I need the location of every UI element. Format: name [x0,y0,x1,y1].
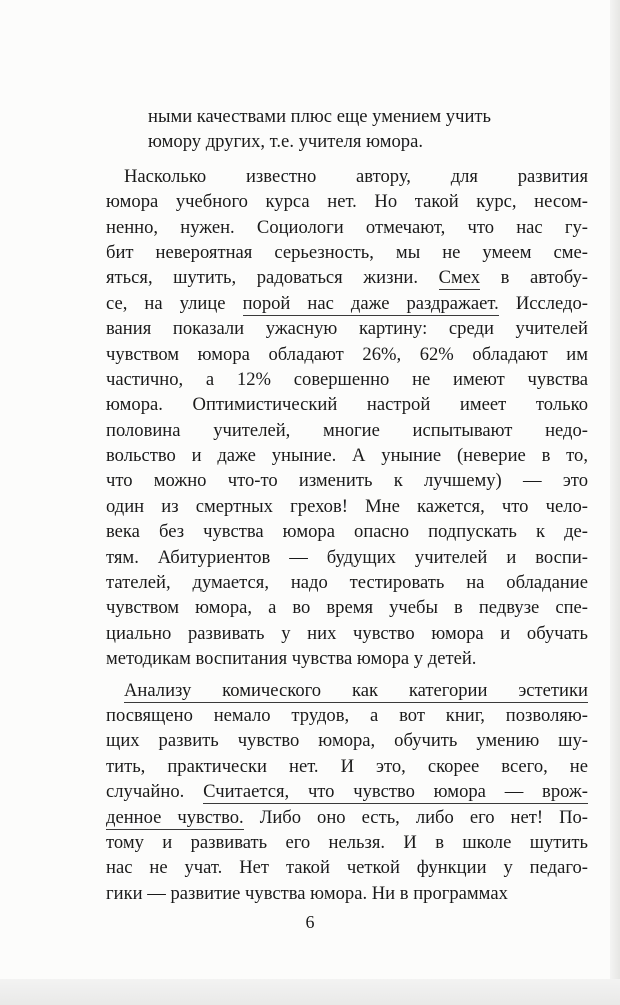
text-span: юмора. Оптимистический настрой имеет только [106,394,588,416]
paragraph-1 [106,164,588,672]
text-span: чувством юмора обладают 26%, 62% обладают им [106,343,588,365]
text-span: тить, практически нет. И это, скорее всего, не [106,755,588,777]
text-line [106,805,588,830]
text-line [106,545,588,570]
text-line [106,240,588,265]
text-span: случайно. [106,781,204,803]
text-span: чувством юмора, а во время учебы в педвузе спе- [106,597,588,619]
text-span: ненно, нужен. Социологи отмечают, что нас гу- [106,216,588,238]
text-span: юмора учебного курса нет. Но такой курс, несом- [106,191,588,213]
text-line [106,646,588,671]
text-line [106,443,588,468]
text-span: гики — развитие чувства юмора. Ни в программах [106,882,508,904]
text-line [106,316,588,341]
paragraph-2 [106,678,588,907]
text-line [106,570,588,595]
text-span: вольство и даже уныние. А уныние (неверие в то, [106,445,588,467]
text-line [106,468,588,493]
underlined-text: порой нас даже раздражает. [242,292,499,314]
text-line: ными качествами плюс еще умением учить [148,106,492,127]
text-line [106,392,588,417]
text-line [106,189,588,214]
text-line [106,215,588,240]
text-line [106,164,588,189]
text-line [106,855,588,880]
text-line [106,881,588,906]
text-line [106,830,588,855]
underlined-text: Смех [438,267,481,289]
text-line [106,754,588,779]
text-line [106,519,588,544]
page-number: 6 [305,912,315,932]
text-span: Исследо- [498,292,588,314]
text-span: методикам воспитания чувства юмора у детей. [106,648,477,670]
page-edge-shadow [610,0,620,1005]
underlined-text: Анализу комического как категории эстетики [124,679,588,701]
intro-lines [148,104,588,155]
text-line [106,291,588,316]
text-line [106,728,588,753]
page-text [106,104,588,906]
text-span: тателей, думается, надо тестировать на обладание [106,572,588,594]
page-bottom-edge [0,979,620,1005]
text-line [106,265,588,290]
text-span: циально развивать у них чувство юмора и обучать [106,622,588,644]
text-span: один из смертных грехов! Мне кажется, что чело- [106,495,588,517]
text-span: посвящено немало трудов, а вот книг, позволяю- [106,704,588,726]
text-span: нас не учат. Нет такой четкой функции у педаго- [106,857,588,879]
text-span: вания показали ужасную картину: среди учителей [106,318,588,340]
text-span: частично, а 12% совершенно не имеют чувства [106,368,588,390]
text-span: се, на улице [106,292,243,314]
text-span: бит невероятная серьезность, мы не умеем сме- [106,241,588,263]
text-span: щих развить чувство юмора, обучить умению шу- [106,730,588,752]
text-span: что можно что-то изменить к лучшему) — это [106,470,588,492]
text-line [106,779,588,804]
text-line [106,418,588,443]
text-line: юмору других, т.е. учителя юмора. [148,131,423,153]
underlined-text: Считается, что чувство юмора — врож- [203,781,589,803]
text-span: в автобу- [480,267,588,289]
text-line [106,621,588,646]
text-span: тям. Абитуриентов — будущих учителей и воспи- [106,546,588,568]
text-line [106,703,588,728]
text-line [106,678,588,703]
text-span: века без чувства юмора опасно подпускать к де- [106,521,588,543]
text-line [106,342,588,367]
text-span: Насколько известно автору, для развития [124,165,588,187]
text-span: половина учителей, многие испытывают недо- [106,419,588,441]
underlined-text: денное чувство. [106,806,244,828]
text-span: тому и развивать его нельзя. И в школе шутить [106,831,588,853]
text-line [106,595,588,620]
text-span: яться, шутить, радоваться жизни. [106,267,439,289]
text-line [106,494,588,519]
text-line [106,367,588,392]
text-span: Либо оно есть, либо его нет! По- [243,806,588,828]
